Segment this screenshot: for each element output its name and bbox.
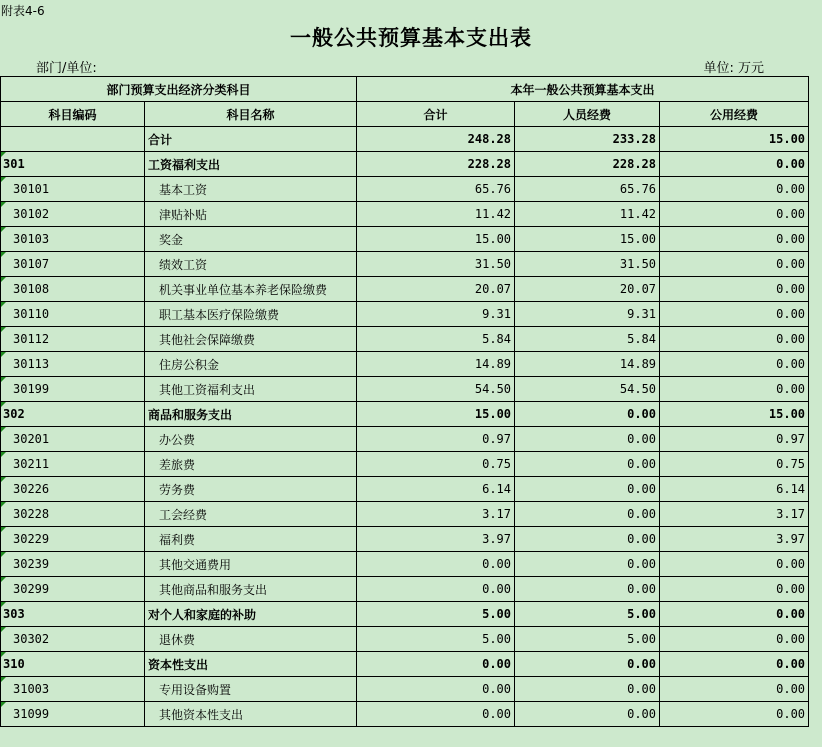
cell-total: 248.28: [357, 127, 515, 152]
department-label: 部门/单位:: [36, 61, 97, 76]
cell-code: [1, 252, 145, 277]
cell-code: [1, 477, 145, 502]
cell-code-text: 30108: [13, 282, 50, 296]
cell-public: 0.00: [660, 202, 809, 227]
cell-code: [1, 602, 145, 627]
cell-code-text: 303: [3, 607, 25, 621]
table-row: [1, 252, 809, 277]
cell-name: 住房公积金: [145, 352, 357, 377]
cell-public: 0.00: [660, 602, 809, 627]
cell-code-text: 31003: [13, 682, 50, 696]
cell-code-text: 30101: [13, 182, 50, 196]
cell-name: 对个人和家庭的补助: [145, 602, 357, 627]
cell-public: 3.97: [660, 527, 809, 552]
cell-marker-icon: [1, 452, 6, 457]
cell-personnel: 5.84: [515, 327, 660, 352]
cell-public: 3.17: [660, 502, 809, 527]
cell-marker-icon: [1, 527, 6, 532]
cell-total: 0.00: [357, 677, 515, 702]
header-right-group: 本年一般公共预算基本支出: [357, 77, 809, 102]
cell-code: [1, 177, 145, 202]
cell-code-text: 30103: [13, 232, 50, 246]
cell-personnel: 0.00: [515, 702, 660, 727]
cell-total: 0.00: [357, 577, 515, 602]
cell-marker-icon: [1, 252, 6, 257]
cell-code: [1, 527, 145, 552]
cell-personnel: 0.00: [515, 427, 660, 452]
table-row: [1, 177, 809, 202]
cell-name: 机关事业单位基本养老保险缴费: [145, 277, 357, 302]
cell-public: 0.00: [660, 577, 809, 602]
cell-total: 9.31: [357, 302, 515, 327]
cell-code: [1, 327, 145, 352]
cell-marker-icon: [1, 502, 6, 507]
cell-personnel: 65.76: [515, 177, 660, 202]
header-personnel: 人员经费: [515, 102, 660, 127]
cell-total: 0.97: [357, 427, 515, 452]
table-body: [1, 127, 809, 727]
cell-public: 0.00: [660, 552, 809, 577]
cell-public: 0.00: [660, 152, 809, 177]
cell-personnel: 5.00: [515, 627, 660, 652]
cell-code: [1, 202, 145, 227]
table-row: [1, 227, 809, 252]
cell-code-text: 30110: [13, 307, 50, 321]
cell-marker-icon: [1, 152, 6, 157]
cell-total: 20.07: [357, 277, 515, 302]
cell-public: 15.00: [660, 127, 809, 152]
cell-marker-icon: [1, 677, 6, 682]
cell-code-text: 30239: [13, 557, 50, 571]
cell-code-text: 30201: [13, 432, 50, 446]
table-row: [1, 677, 809, 702]
cell-code: [1, 627, 145, 652]
cell-code-text: 30211: [13, 457, 50, 471]
cell-total: 5.00: [357, 602, 515, 627]
cell-code: [1, 402, 145, 427]
cell-code: [1, 702, 145, 727]
header-public: 公用经费: [660, 102, 809, 127]
cell-public: 0.00: [660, 252, 809, 277]
cell-name: 福利费: [145, 527, 357, 552]
cell-name: 其他资本性支出: [145, 702, 357, 727]
table-row: [1, 127, 809, 152]
cell-total: 0.00: [357, 702, 515, 727]
table-row: [1, 377, 809, 402]
cell-public: 0.00: [660, 677, 809, 702]
cell-personnel: 5.00: [515, 602, 660, 627]
cell-code: [1, 577, 145, 602]
cell-marker-icon: [1, 202, 6, 207]
cell-total: 14.89: [357, 352, 515, 377]
cell-total: 65.76: [357, 177, 515, 202]
cell-marker-icon: [1, 702, 6, 707]
table-row: [1, 502, 809, 527]
cell-name: 基本工资: [145, 177, 357, 202]
cell-public: 0.00: [660, 277, 809, 302]
cell-personnel: 54.50: [515, 377, 660, 402]
cell-personnel: 0.00: [515, 452, 660, 477]
table-row: [1, 302, 809, 327]
cell-personnel: 0.00: [515, 402, 660, 427]
cell-personnel: 15.00: [515, 227, 660, 252]
table-row: [1, 702, 809, 727]
table-row: [1, 552, 809, 577]
table-row: [1, 527, 809, 552]
cell-code-text: 30102: [13, 207, 50, 221]
table-row: [1, 602, 809, 627]
cell-marker-icon: [1, 427, 6, 432]
cell-name: 其他工资福利支出: [145, 377, 357, 402]
cell-marker-icon: [1, 227, 6, 232]
cell-total: 5.00: [357, 627, 515, 652]
table-row: [1, 152, 809, 177]
cell-code-text: 301: [3, 157, 25, 171]
cell-personnel: 0.00: [515, 477, 660, 502]
cell-code-text: 30229: [13, 532, 50, 546]
cell-code-text: 30199: [13, 382, 50, 396]
cell-public: 15.00: [660, 402, 809, 427]
cell-total: 11.42: [357, 202, 515, 227]
cell-total: 0.00: [357, 552, 515, 577]
cell-marker-icon: [1, 302, 6, 307]
cell-public: 0.00: [660, 702, 809, 727]
table-row: [1, 627, 809, 652]
table-row: [1, 452, 809, 477]
cell-code-text: 302: [3, 407, 25, 421]
cell-name: 绩效工资: [145, 252, 357, 277]
cell-total: 6.14: [357, 477, 515, 502]
cell-personnel: 20.07: [515, 277, 660, 302]
cell-code-text: 31099: [13, 707, 50, 721]
cell-name: 职工基本医疗保险缴费: [145, 302, 357, 327]
cell-marker-icon: [1, 352, 6, 357]
cell-public: 0.00: [660, 227, 809, 252]
cell-name: 劳务费: [145, 477, 357, 502]
attachment-label: 附表4-6: [1, 4, 45, 18]
cell-personnel: 233.28: [515, 127, 660, 152]
table-row: [1, 352, 809, 377]
cell-code: [1, 302, 145, 327]
cell-code-text: 30302: [13, 632, 50, 646]
cell-name: 工资福利支出: [145, 152, 357, 177]
table-row: [1, 277, 809, 302]
cell-marker-icon: [1, 577, 6, 582]
cell-personnel: 31.50: [515, 252, 660, 277]
cell-code: [1, 502, 145, 527]
cell-code: [1, 227, 145, 252]
cell-code-text: 30228: [13, 507, 50, 521]
cell-personnel: 11.42: [515, 202, 660, 227]
cell-code: [1, 352, 145, 377]
cell-marker-icon: [1, 277, 6, 282]
cell-name: 差旅费: [145, 452, 357, 477]
cell-marker-icon: [1, 602, 6, 607]
cell-marker-icon: [1, 402, 6, 407]
cell-marker-icon: [1, 477, 6, 482]
cell-total: 54.50: [357, 377, 515, 402]
cell-code: [1, 552, 145, 577]
cell-public: 0.00: [660, 302, 809, 327]
cell-name: 退休费: [145, 627, 357, 652]
unit-label: 单位: 万元: [703, 61, 764, 76]
cell-public: 0.00: [660, 177, 809, 202]
cell-marker-icon: [1, 627, 6, 632]
cell-name: 办公费: [145, 427, 357, 452]
cell-code: [1, 452, 145, 477]
cell-public: 0.00: [660, 652, 809, 677]
cell-code: [1, 677, 145, 702]
cell-name: 资本性支出: [145, 652, 357, 677]
cell-personnel: 0.00: [515, 652, 660, 677]
cell-total: 15.00: [357, 402, 515, 427]
table-row: [1, 577, 809, 602]
cell-marker-icon: [1, 327, 6, 332]
cell-public: 0.00: [660, 352, 809, 377]
cell-code: [1, 377, 145, 402]
cell-name: 奖金: [145, 227, 357, 252]
table-row: [1, 402, 809, 427]
cell-name: 津贴补贴: [145, 202, 357, 227]
cell-code-text: 310: [3, 657, 25, 671]
cell-personnel: 9.31: [515, 302, 660, 327]
cell-name: 其他交通费用: [145, 552, 357, 577]
cell-marker-icon: [1, 177, 6, 182]
cell-public: 0.00: [660, 627, 809, 652]
cell-personnel: 0.00: [515, 552, 660, 577]
cell-code: [1, 652, 145, 677]
header-name: 科目名称: [145, 102, 357, 127]
cell-marker-icon: [1, 552, 6, 557]
cell-public: 0.00: [660, 377, 809, 402]
cell-marker-icon: [1, 377, 6, 382]
cell-total: 3.97: [357, 527, 515, 552]
cell-code-text: 30226: [13, 482, 50, 496]
cell-code-text: 30299: [13, 582, 50, 596]
cell-total: 228.28: [357, 152, 515, 177]
header-code: 科目编码: [1, 102, 145, 127]
cell-public: 0.75: [660, 452, 809, 477]
cell-marker-icon: [1, 652, 6, 657]
cell-name: 其他商品和服务支出: [145, 577, 357, 602]
cell-personnel: 0.00: [515, 677, 660, 702]
cell-total: 0.00: [357, 652, 515, 677]
table-row: [1, 477, 809, 502]
budget-table: [0, 76, 809, 727]
header-left-group: 部门预算支出经济分类科目: [1, 77, 357, 102]
cell-total: 0.75: [357, 452, 515, 477]
cell-code-text: 30107: [13, 257, 50, 271]
cell-name: 工会经费: [145, 502, 357, 527]
cell-public: 0.97: [660, 427, 809, 452]
cell-code: [1, 427, 145, 452]
cell-total: 5.84: [357, 327, 515, 352]
table-row: [1, 652, 809, 677]
cell-code-text: 30113: [13, 357, 50, 371]
cell-name: 专用设备购置: [145, 677, 357, 702]
cell-total: 15.00: [357, 227, 515, 252]
cell-code: [1, 277, 145, 302]
cell-public: 0.00: [660, 327, 809, 352]
cell-code: [1, 127, 145, 152]
cell-total: 31.50: [357, 252, 515, 277]
cell-public: 6.14: [660, 477, 809, 502]
table-row: [1, 327, 809, 352]
cell-code-text: 30112: [13, 332, 50, 346]
table-row: [1, 202, 809, 227]
page-title: 一般公共预算基本支出表: [290, 26, 532, 50]
cell-personnel: 0.00: [515, 577, 660, 602]
cell-personnel: 228.28: [515, 152, 660, 177]
cell-name: 其他社会保障缴费: [145, 327, 357, 352]
cell-name: 合计: [145, 127, 357, 152]
cell-personnel: 14.89: [515, 352, 660, 377]
cell-personnel: 0.00: [515, 502, 660, 527]
cell-name: 商品和服务支出: [145, 402, 357, 427]
cell-total: 3.17: [357, 502, 515, 527]
cell-personnel: 0.00: [515, 527, 660, 552]
header-total: 合计: [357, 102, 515, 127]
cell-code: [1, 152, 145, 177]
table-row: [1, 427, 809, 452]
